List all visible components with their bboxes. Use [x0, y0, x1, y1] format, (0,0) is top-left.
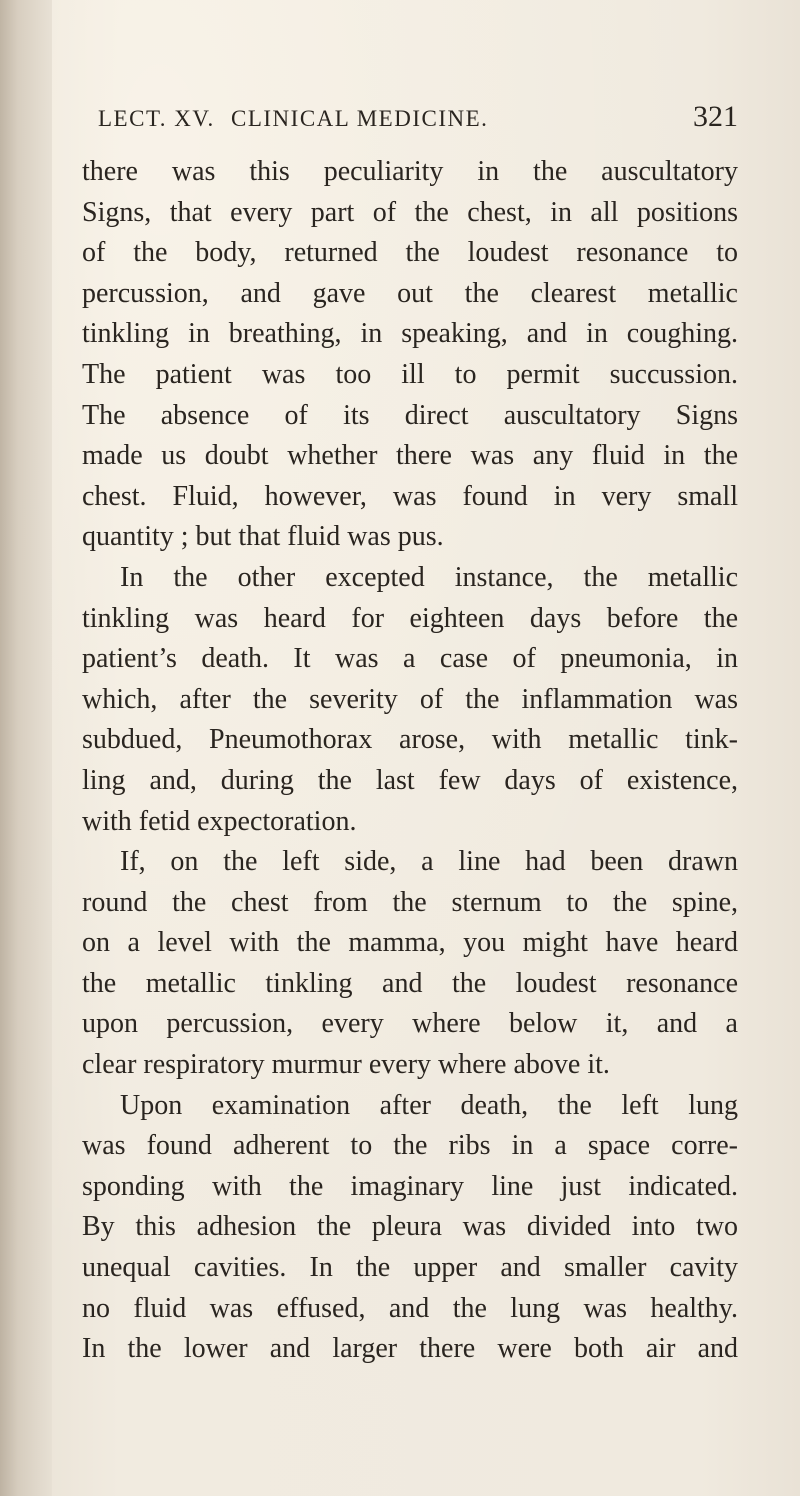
text-line: quantity ; but that fluid was pus.: [82, 521, 444, 553]
text-line: which, after the severity of the inflammation was: [82, 683, 738, 715]
text-line: made us doubt whether there was any fluid in the: [82, 440, 738, 472]
running-head: [98, 100, 738, 140]
text-line: no fluid was effused, and the lung was healthy.: [82, 1292, 738, 1324]
text-line: of the body, returned the loudest resonance to: [82, 237, 738, 269]
running-title: CLINICAL MEDICINE.: [231, 106, 489, 131]
page-gutter-shadow: [0, 0, 52, 1496]
text-line: round the chest from the sternum to the spine,: [82, 886, 738, 918]
text-line: upon percussion, every where below it, and a: [82, 1008, 738, 1040]
text-line: patient’s death. It was a case of pneumonia, in: [82, 643, 738, 675]
text-line: percussion, and gave out the clearest metallic: [82, 277, 738, 309]
text-line: The patient was too ill to permit succussion.: [82, 358, 738, 390]
text-line: The absence of its direct auscultatory Signs: [82, 399, 738, 431]
text-line: subdued, Pneumothorax arose, with metallic tink-: [82, 724, 738, 756]
text-line: there was this peculiarity in the auscultatory: [82, 156, 738, 187]
text-line: on a level with the mamma, you might have heard: [82, 927, 738, 959]
text-line: the metallic tinkling and the loudest resonance: [82, 967, 738, 999]
text-line: In the other excepted instance, the metallic: [120, 561, 738, 593]
text-line: Signs, that every part of the chest, in all positions: [82, 196, 738, 228]
text-line: with fetid expectoration.: [82, 805, 357, 837]
text-line: If, on the left side, a line had been drawn: [120, 846, 738, 878]
text-line: chest. Fluid, however, was found in very small: [82, 480, 738, 512]
text-line: In the lower and larger there were both air and: [82, 1333, 738, 1365]
text-line: By this adhesion the pleura was divided into two: [82, 1211, 738, 1243]
text-line: tinkling in breathing, in speaking, and in coughing.: [82, 318, 738, 350]
text-line: was found adherent to the ribs in a space corre-: [82, 1130, 738, 1162]
text-line: clear respiratory murmur every where above it.: [82, 1049, 610, 1081]
page-number: 321: [693, 100, 738, 133]
text-line: sponding with the imaginary line just indicated.: [82, 1170, 738, 1202]
text-line: Upon examination after death, the left lung: [120, 1089, 738, 1121]
text-line: ling and, during the last few days of existence,: [82, 764, 738, 796]
text-line: tinkling was heard for eighteen days before the: [82, 602, 738, 634]
body-text: [82, 152, 738, 1370]
lecture-number: LECT. XV.: [98, 106, 215, 131]
text-line: unequal cavities. In the upper and smaller cavity: [82, 1252, 738, 1284]
